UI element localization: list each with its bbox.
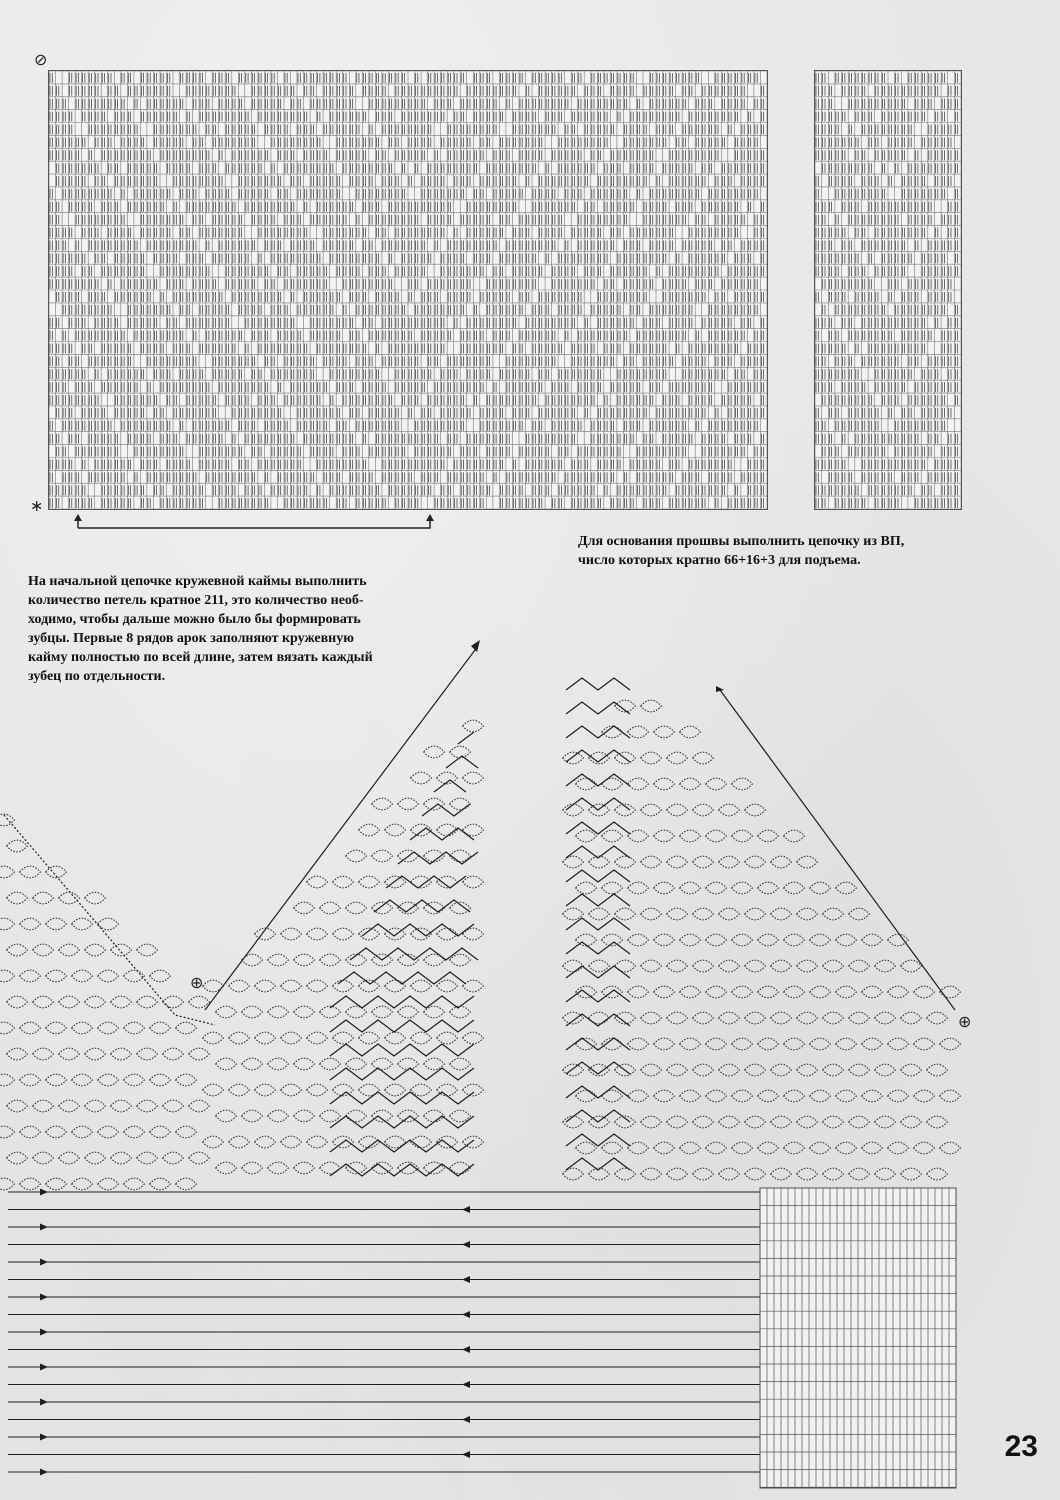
stitch-mark-left: ⊕ [190,973,204,992]
insertion-base-caption [578,532,904,570]
caption-line: ходимо, чтобы дальше можно было бы формировать [28,612,361,627]
lace-edging-caption [28,572,373,686]
stitch-mark-right: ⊕ [958,1012,972,1031]
start-symbol: ⊘ [34,50,48,69]
caption-line: зубцы. Первые 8 рядов арок заполняют кружевную [28,631,354,646]
filet-insertion-chart-main [48,70,768,510]
caption-line: количество петель кратное 211, это количество необ- [28,593,364,608]
caption-line: кайму полностью по всей длине, затем вязать каждый [28,650,373,665]
caption-line: Для основания прошвы выполнить цепочку из ВП, [578,534,905,549]
caption-line: число которых кратно 66+16+3 для подъема. [578,553,861,568]
filet-insertion-chart-repeat [814,70,962,510]
page-number: 23 [1004,1430,1038,1463]
repeat-symbol: ∗ [30,496,44,515]
caption-line: На начальной цепочке кружевной каймы выполнить [28,574,367,589]
caption-line: зубец по отдельности. [28,669,166,684]
